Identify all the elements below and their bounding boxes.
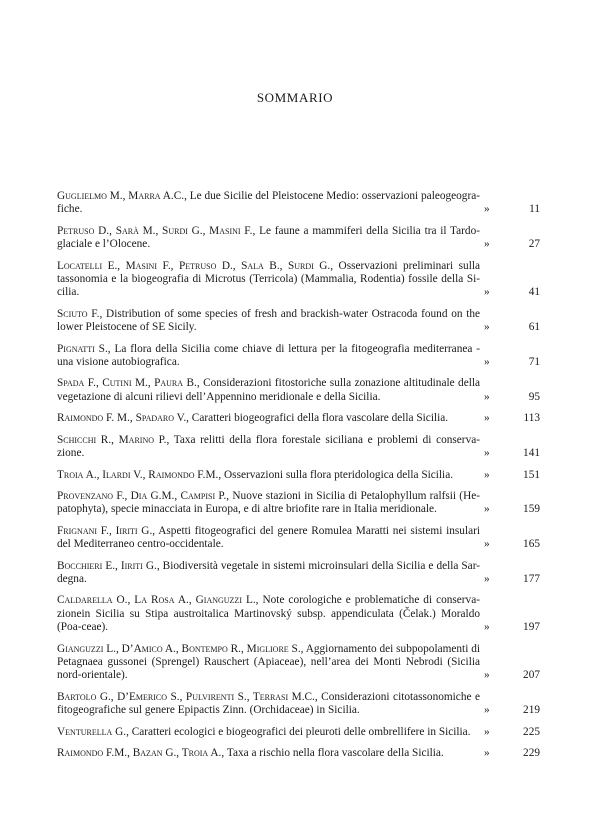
toc-entry-title: Osservazioni sulla flora pteridologica della Sicilia. <box>221 468 454 481</box>
toc-entry <box>57 726 540 739</box>
toc-entry-authors: Raimondo F.M., Bazan G., Troia A., <box>57 747 225 759</box>
toc-entry-title: Distribution of some species of fresh and brackish-water Ostracoda found on the lower Pleistocene of SE Sicily. <box>57 307 481 334</box>
toc-entry <box>57 560 540 587</box>
toc-entry-page <box>484 573 540 586</box>
toc-entry-text <box>57 412 480 425</box>
toc-entry-authors: Raimondo F. M., Spadaro V., <box>57 412 189 425</box>
toc-entry-authors: Spada F., Cutini M., Paura B., <box>57 377 200 390</box>
table-of-contents <box>57 190 540 768</box>
toc-entry-page <box>484 391 540 404</box>
toc-entry-title: Aspetti fitogeografici del genere Romulea Maratti nei sistemi insulari del Mediterraneo centro-occidentale. <box>57 524 480 551</box>
toc-entry <box>57 308 540 335</box>
page-number: 71 <box>528 356 540 369</box>
toc-entry-page <box>484 321 540 334</box>
page-number: 11 <box>529 203 540 216</box>
toc-entry-title: Caratteri ecologici e biogeografici dei pleuroti delle ombrellifere in Sicilia. <box>128 725 471 738</box>
toc-entry-page <box>484 704 540 717</box>
page-marker: » <box>484 412 490 425</box>
toc-entry-page <box>484 356 540 369</box>
page-number: 207 <box>523 669 540 682</box>
page-marker: » <box>484 704 490 717</box>
page-marker: » <box>484 390 490 403</box>
page-number: 159 <box>523 503 540 516</box>
toc-entry-title: Le due Sicilie del Pleistocene Medio: osservazioni paleogeogra-fiche. <box>57 190 480 216</box>
page-marker: » <box>484 621 490 634</box>
page-number: 27 <box>528 238 540 251</box>
page-number: 61 <box>528 321 540 334</box>
page-marker: » <box>484 238 490 251</box>
toc-entry-page <box>484 286 540 299</box>
toc-entry-page <box>484 726 540 739</box>
toc-entry-page <box>484 747 540 760</box>
page-number: 177 <box>523 572 540 585</box>
page-marker: » <box>484 356 490 369</box>
toc-entry-title: Aggiornamento dei subpopolamenti di Petagnaea gussonei (Sprengel) Rauschert (Apiaceae), nell’area dei Monti Nebrodi (Sicilia nord-orientale). <box>57 642 480 682</box>
page-number: 165 <box>523 538 540 551</box>
toc-entry-page <box>484 203 540 216</box>
page-number: 219 <box>523 704 540 717</box>
page-number: 197 <box>523 621 540 634</box>
toc-entry-text <box>57 308 480 335</box>
toc-entry-title: Taxa a rischio nella flora vascolare della Sicilia. <box>224 747 444 759</box>
page-number: 113 <box>523 412 540 425</box>
toc-entry-text <box>57 343 480 370</box>
toc-entry <box>57 412 540 425</box>
toc-entry-text <box>57 560 480 587</box>
toc-entry-text <box>57 225 480 252</box>
toc-entry-authors: Frignani F., Iiriti G., <box>57 524 156 537</box>
toc-entry-page <box>484 447 540 460</box>
page-number: 151 <box>523 468 540 481</box>
toc-entry-page <box>484 669 540 682</box>
page-number: 225 <box>523 725 540 738</box>
toc-entry <box>57 434 540 461</box>
page-marker: » <box>484 572 490 585</box>
page-number: 229 <box>523 747 540 759</box>
toc-entry-text <box>57 643 480 683</box>
toc-entry-page <box>484 469 540 482</box>
toc-entry-page <box>484 412 540 425</box>
toc-entry-text <box>57 377 480 404</box>
toc-entry-title: Osservazioni preliminari sulla tassonomia e la biogeografia di Microtus (Terricola) (Mammalia, Rodentia) fossile della Si-cilia. <box>57 259 480 299</box>
page-marker: » <box>484 669 490 682</box>
toc-entry <box>57 691 540 718</box>
toc-entry-authors: Caldarella O., La Rosa A., Gianguzzi L., <box>57 594 259 607</box>
toc-entry-text <box>57 469 480 482</box>
page-number: 95 <box>528 390 540 403</box>
toc-entry <box>57 525 540 552</box>
toc-entry-text <box>57 190 480 217</box>
page-marker: » <box>484 447 490 460</box>
toc-entry-authors: Pignatti S., <box>57 342 111 355</box>
toc-entry-page <box>484 538 540 551</box>
toc-entry-title: Le faune a mammiferi della Sicilia tra il Tardo-glaciale e l’Olocene. <box>57 224 480 251</box>
page-marker: » <box>484 321 490 334</box>
toc-entry <box>57 343 540 370</box>
page-marker: » <box>484 468 490 481</box>
toc-entry-authors: Troia A., Ilardi V., Raimondo F.M., <box>57 468 222 481</box>
page-number: 41 <box>528 286 540 299</box>
toc-entry-authors: Bartolo G., D’Emerico S., Pulvirenti S., Terrasi M.C., <box>57 690 318 703</box>
page-title: SOMMARIO <box>256 90 334 105</box>
toc-entry-authors: Venturella G., <box>57 725 129 738</box>
toc-entry <box>57 594 540 634</box>
page-marker: » <box>484 286 490 299</box>
toc-entry-title: Nuove stazioni in Sicilia di Petalophyllum ralfsii (He-patophyta), specie minacciata in Europa, e di altre briofite rare in Italia meridionale. <box>57 489 481 516</box>
toc-entry-text <box>57 490 480 517</box>
page-marker: » <box>484 725 490 738</box>
toc-entry-title: Considerazioni citotassonomiche e fitogeografiche sul genere Epipactis Zinn. (Orchidaceae) in Sicilia. <box>57 690 480 717</box>
toc-entry-text <box>57 525 480 552</box>
toc-entry-authors: Bocchieri E., Iiriti G., <box>57 559 160 572</box>
toc-entry-text <box>57 691 480 718</box>
toc-entry-authors: Guglielmo M., Marra A.C., <box>57 190 187 202</box>
page-marker: » <box>484 503 490 516</box>
toc-entry-title: Biodiversità vegetale in sistemi microinsulari della Sicilia e della Sar-degna. <box>57 559 480 585</box>
toc-entry-page <box>484 503 540 516</box>
toc-entry-authors: Petruso D., Sarà M., Surdi G., Masini F., <box>57 224 256 237</box>
toc-entry <box>57 747 540 760</box>
toc-entry-text <box>57 434 480 461</box>
toc-entry <box>57 377 540 404</box>
page-marker: » <box>484 203 490 216</box>
toc-entry-authors: Locatelli E., Masini F., Petruso D., Sala B., Surdi G., <box>57 259 334 272</box>
toc-entry <box>57 225 540 252</box>
toc-entry <box>57 190 540 217</box>
page-marker: » <box>484 538 490 551</box>
toc-entry-title: Taxa relitti della flora forestale siciliana e problemi di conserva-zione. <box>57 433 480 460</box>
toc-entry-text <box>57 260 480 300</box>
toc-entry <box>57 260 540 300</box>
toc-entry-title: Caratteri biogeografici della flora vascolare della Sicilia. <box>188 412 449 425</box>
toc-entry-title: Considerazioni fitostoriche sulla zonazione altitudinale della vegetazione di alcuni rilievi dell’Appennino meridionale e della Sicilia. <box>57 377 480 403</box>
toc-entry-authors: Sciuto F., <box>57 307 103 320</box>
toc-entry-authors: Schicchi R., Marino P., <box>57 433 170 446</box>
toc-entry-title: La flora della Sicilia come chiave di lettura per la fitogeografia mediterranea - una visione autobiografica. <box>57 342 480 369</box>
toc-entry-page <box>484 238 540 251</box>
toc-entry <box>57 490 540 517</box>
toc-entry-page <box>484 621 540 634</box>
toc-entry-title: Note corologiche e problematiche di conserva-zionein Sicilia su Stipa austroitalica Martinovský subsp. appendiculata (Čelak.) Moraldo (Poa-ceae). <box>57 594 480 634</box>
toc-entry <box>57 643 540 683</box>
toc-entry-text <box>57 726 480 739</box>
page-marker: » <box>484 747 490 759</box>
toc-entry-authors: Gianguzzi L., D’Amico A., Bontempo R., Migliore S., <box>57 642 304 655</box>
toc-entry-text <box>57 747 480 760</box>
page-number: 141 <box>523 447 540 460</box>
toc-entry-authors: Provenzano F., Dia G.M., Campisi P., <box>57 489 230 502</box>
toc-entry-text <box>57 594 480 634</box>
toc-entry <box>57 469 540 482</box>
